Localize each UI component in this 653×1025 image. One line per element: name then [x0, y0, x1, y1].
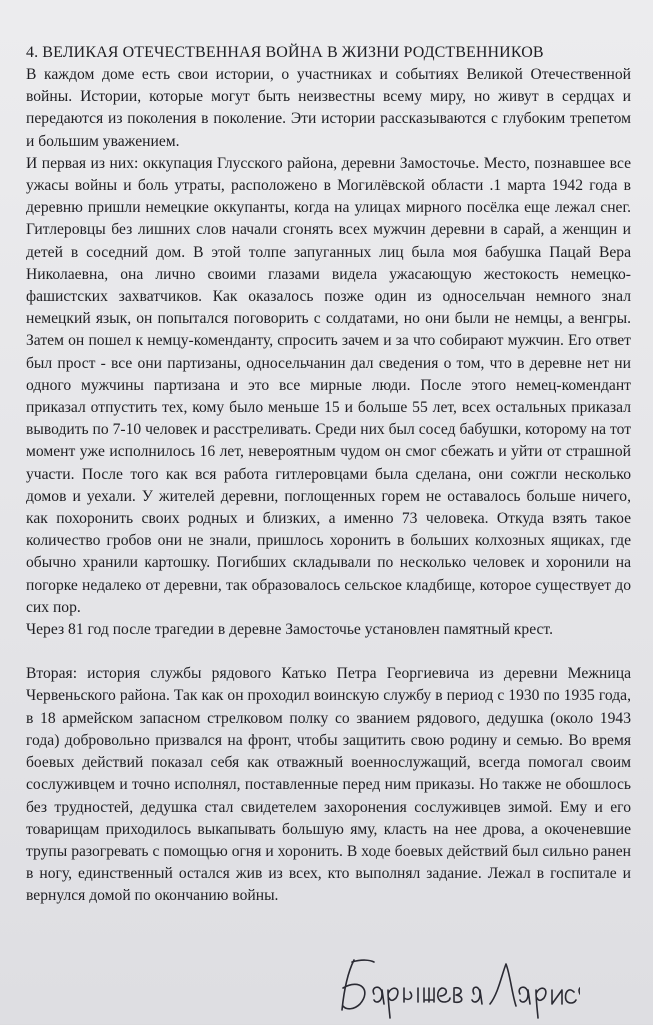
paragraph-spacer [26, 641, 631, 663]
handwritten-signature [330, 950, 580, 1020]
paragraph-memorial: Через 81 год после трагедии в деревне Замосточье установлен памятный крест. [26, 621, 553, 639]
paragraph-intro: В каждом доме есть свои истории, о участниках и событиях Великой Отечественной войны. Истории, которые могут быть неизвестны всему миру, но живут в сердцах и передаются из поколения в поколение. Эти истории рассказываются с глубоким трепетом и большим уважением. [26, 66, 631, 150]
document-title: 4. ВЕЛИКАЯ ОТЕЧЕСТВЕННАЯ ВОЙНА В ЖИЗНИ РОДСТВЕННИКОВ [26, 44, 544, 61]
paragraph-occupation: И первая из них: оккупация Глусского района, деревни Замосточье. Место, познавшее все ужасы войны и боль утраты, расположено в Могилёвской области .1 марта 1942 года в деревню пришли немецкие оккупанты, когда на улицах мирного посёлка еще лежал снег. Гитлеровцы без лишних слов начали сгонять всех мужчин деревни в сарай, а женщин и детей в соседний дом. В этой толпе запуганных лиц была моя бабушка Пацай Вера Николаевна, она лично своими глазами видела ужасающую жестокость немецко-фашистских захватчиков. Как оказалось позже один из односельчан немного знал немецкий язык, он попытался поговорить с солдатами, но они были не немцы, а венгры. Затем он пошел к немцу-коменданту, спросить зачем и за что собирают мужчин. Его ответ был прост - все они партизаны, односельчанин дал сведения о том, что в деревне нет ни одного мужчины партизана и это все мирные люди. После этого немец-комендант приказал отпустить тех, кому было меньше 15 и больше 55 лет, всех остальных приказал выводить по 7-10 человек и расстреливать. Среди них был сосед бабушки, которому на тот момент уже исполнилось 16 лет, невероятным чудом он смог сбежать и уйти от страшной участи. После того как вся работа гитлеровцами была сделана, они сожгли несколько домов и уехали. У жителей деревни, поглощенных горем не оставалось больше ничего, как похоронить своих родных и близких, а именно 73 человека. Откуда взять такое количество гробов они не знали, пришлось хоронить в больших колхозных ящиках, где обычно хранили картошку. Погибших складывали по несколько человек и хоронили на погорке недалеко от деревни, так образовалось сельское кладбище, которое существует до сих пор. [26, 154, 632, 616]
paragraph-military-service: Вторая: история службы рядового Катько Петра Георгиевича из деревни Межница Червеньского района. Так как он проходил воинскую службу в период с 1930 по 1935 года, в 18 армейском запасном стрелковом полку со званием рядового, дедушка (около 1943 года) добровольно призвался на фронт, чтобы защитить свою родину и семью. Во время боевых действий показал себя как отважный военнослужащий, всегда помогал своим сослуживцем и точно исполнял, поставленные перед ним приказы. Но также не обошлось без трудностей, дедушка стал свидетелем захоронения сослуживцев зимой. Ему и его товарищам приходилось выкапывать большую яму, класть на нее дрова, а окоченевшие трупы разогревать с помощью огня и хоронить. В ходе боевых действий был сильно ранен в ногу, единственный остался жив из всех, кто выполнял задание. Лежал в госпитале и вернулся домой по окончанию войны. [26, 665, 631, 905]
signature-drawing [330, 950, 580, 1020]
